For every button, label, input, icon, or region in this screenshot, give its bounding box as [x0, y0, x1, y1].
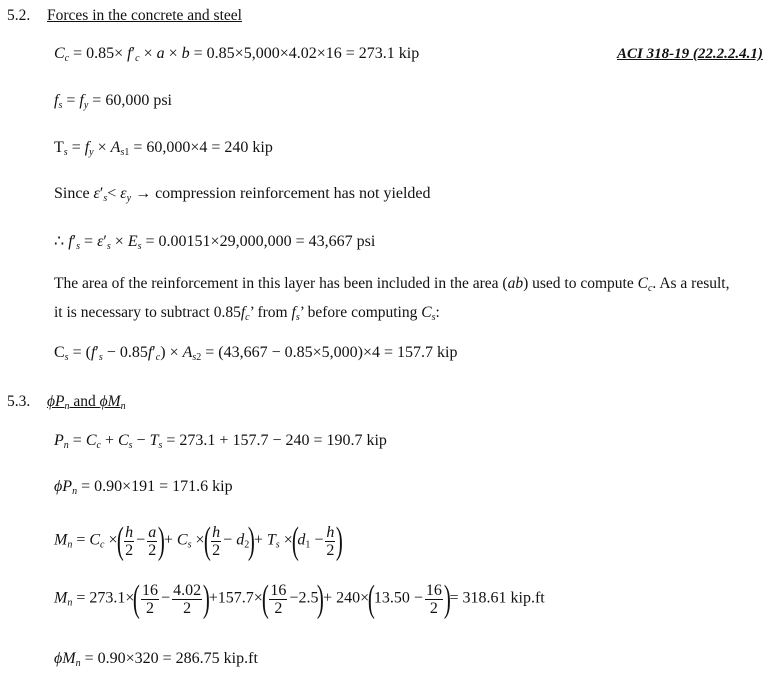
paragraph-line-2: it is necessary to subtract $0.85f_c$’ from $f_s$’ before computing $C_s$: [54, 304, 440, 323]
equation-fs-prime-rhs: = 0.00151×29,000,000 = 43,667 psi [145, 233, 376, 250]
equation-ts: $T_s = f_y \times A_{s1} = 60,000\times 4 = 240$ kip [54, 139, 273, 158]
equation-phi-pn-rhs: = 0.90×191 = 171.6 kip [81, 478, 233, 495]
equation-cc: $C_c = 0.85\times f'_c \times a \times b = 0.85\times 5,000\times 4.02\times 16 = 273.1$ kip [54, 45, 420, 64]
equation-phi-mn-rhs: = 0.90×320 = 286.75 kip.ft [84, 650, 258, 667]
equation-ts-rhs: = 60,000×4 = 240 kip [133, 139, 273, 156]
equation-fs-rhs: = 60,000 psi [92, 92, 172, 109]
equation-pn: $P_n = C_c + C_s - T_s = 273.1 + 157.7 - 240 = 190.7$ kip [54, 432, 387, 451]
since-word: Since [54, 185, 90, 202]
equation-fs-prime: ∴ $f'_s = \varepsilon'_s \times E_s = 0.00151\times 29,000,000 = 43,667$ psi [54, 233, 376, 252]
since-conclusion: compression reinforcement has not yielded [155, 185, 431, 202]
section-number: 5.3. [7, 393, 31, 410]
equation-phi-mn: $\phi M_n = 0.90\times 320 = 286.75$ kip.ft [54, 650, 258, 669]
equation-mn-result: = 318.61 kip.ft [449, 589, 545, 607]
section-title: $\phi P_n$ and $\phi M_n$ [47, 393, 126, 412]
equation-cc-rhs: = 0.85×5,000×4.02×16 = 273.1 kip [193, 45, 420, 62]
section-number: 5.2. [7, 7, 31, 24]
section-title: Forces in the concrete and steel [47, 7, 242, 24]
section-5-3-heading [7, 393, 126, 412]
since-statement: Since $\varepsilon'_s< \varepsilon_y$ → compression reinforcement has not yielded [54, 185, 431, 204]
section-5-2-heading [7, 7, 242, 25]
equation-cs: $C_s = (f'_s - 0.85f'_c) \times A_{s2} = (43,667 - 0.85\times 5,000)\times 4 = 157.7$ kip [54, 344, 458, 363]
equation-pn-rhs: = 273.1 + 157.7 − 240 = 190.7 kip [166, 432, 387, 449]
equation-fs: $f_s = f_y = 60,000$ psi [54, 92, 172, 111]
equation-mn-symbolic: $M_n = C_c$ ×( $\frac{h}{2}$ − $\frac{a}{2}$ )+ $C_s$ ×( $\frac{h}{2}$ − $d_2)+ T_s \times(d_1$ − $\frac{h}{2}$ ) [54, 520, 344, 562]
aci-reference: ACI 318-19 (22.2.2.4.1) [617, 46, 763, 62]
equation-phi-pn: $\phi P_n = 0.90\times 191 = 171.6$ kip [54, 478, 233, 497]
equation-cs-rhs: = (43,667 − 0.85×5,000)×4 = 157.7 kip [205, 344, 458, 361]
equation-mn-numeric: $M_n = 273.1\times$( $\frac{16}{2}$ − $\frac{4.02}{2}$ )+157.7×( $\frac{16}{2}$ −2.5)+ 240×(13.50 − $\frac{16}{2}$ )= 318.61 kip.ft [54, 578, 545, 620]
paragraph-line-1: The area of the reinforcement in this layer has been included in the area (ab) used to compute $C_c$. As a result, [54, 275, 730, 294]
